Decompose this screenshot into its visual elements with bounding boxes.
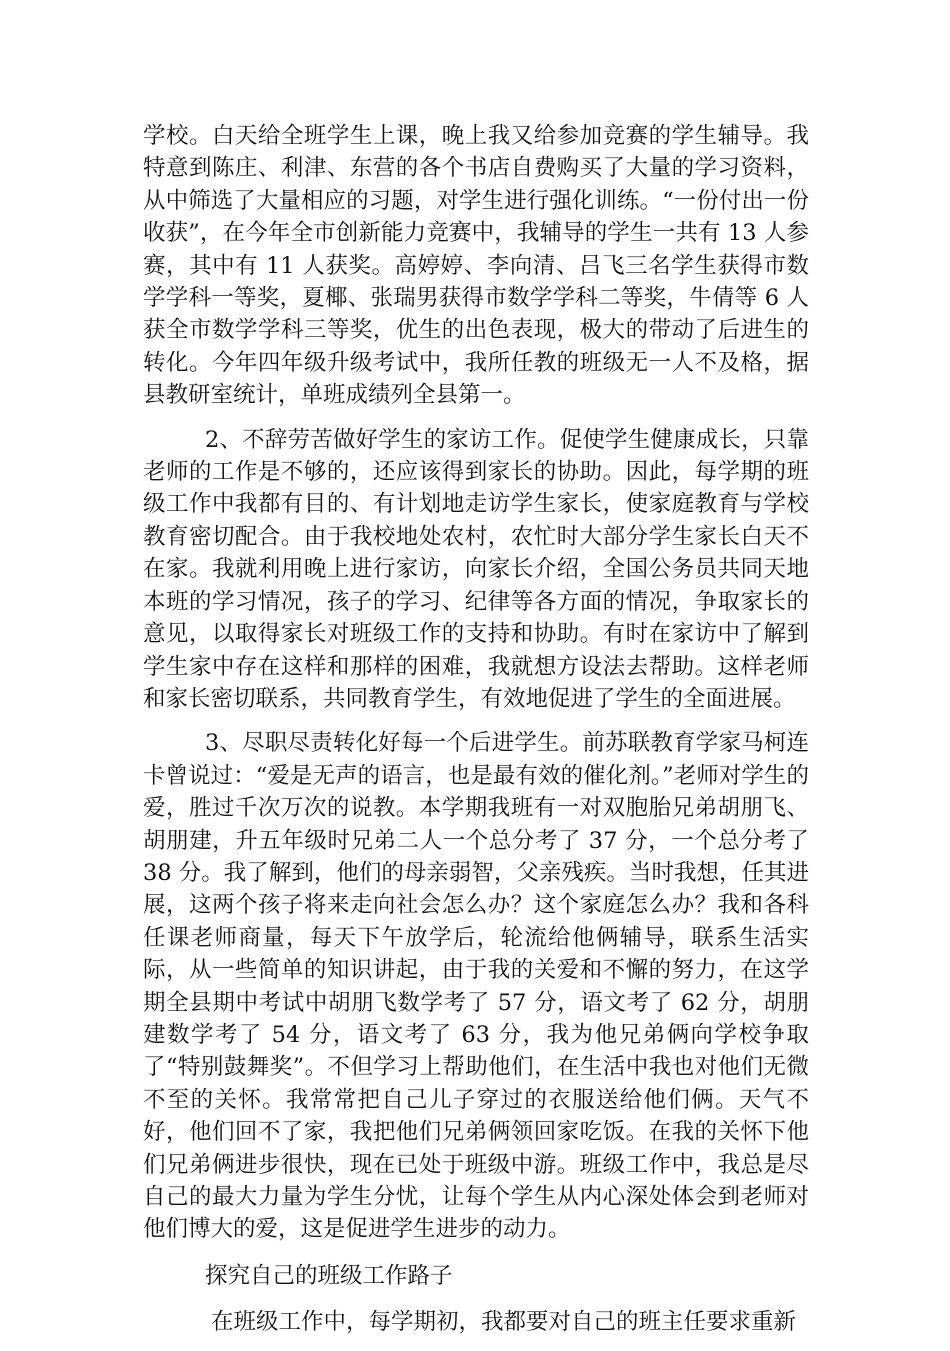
section-heading: 探究自己的班级工作路子 [205, 1262, 453, 1289]
paragraph-2: 2、不辞劳苦做好学生的家访工作。促使学生健康成长，只靠老师的工作是不够的，还应该得到家长的协助。因此，每学期的班级工作中我都有目的、有计划地走访学生家长，使家庭教育与学校教育密切配合。由于我校地处农村，农忙时大部分学生家长白天不在家。我就利用晚上进行家访，向家长介绍，全国公务员共同天地本班的学习情况，孩子的学习、纪律等各方面的情况，争取家长的意见，以取得家长对班级工作的支持和协助。有时在家访中了解到学生家中存在这样和那样的困难，我就想方设法去帮助。这样老师和家长密切联系，共同教育学生，有效地促进了学生的全面进展。 [143, 426, 809, 712]
paragraph-3: 3、尽职尽责转化好每一个后进学生。前苏联教育学家马柯连卡曾说过：“爱是无声的语言，也是最有效的催化剂。”老师对学生的爱，胜过千次万次的说教。本学期我班有一对双胞胎兄弟胡朋飞、胡朋建，升五年级时兄弟二人一个总分考了 37 分，一个总分考了 38 分。我了解到，他们的母亲弱智，父亲残疾。当时我想，任其进展，这两个孩子将来走向社会怎么办？这个家庭怎么办？我和各科任课老师商量，每天下午放学后，轮流给他俩辅导，联系生活实际，从一些简单的知识讲起，由于我的关爱和不懈的努力，在这学期全县期中考试中胡朋飞数学考了 57 分，语文考了 62 分，胡朋建数学考了 54 分，语文考了 63 分，我为他兄弟俩向学校争取了“特别鼓舞奖”。不但学习上帮助他们，在生活中我也对他们无微不至的关怀。我常常把自己儿子穿过的衣服送给他们俩。天气不好，他们回不了家，我把他们兄弟俩领回家吃饭。在我的关怀下他们兄弟俩进步很快，现在已处于班级中游。班级工作中，我总是尽自己的最大力量为学生分忧，让每个学生从内心深处体会到老师对他们博大的爱，这是促进学生进步的动力。 [143, 730, 809, 1243]
paragraph-1: 学校。白天给全班学生上课，晚上我又给参加竞赛的学生辅导。我特意到陈庄、利津、东营的各个书店自费购买了大量的学习资料，从中筛选了大量相应的习题，对学生进行强化训练。“一份付出一份收获”，在今年全市创新能力竞赛中，我辅导的学生一共有 13 人参赛，其中有 11 人获奖。高婷婷、李向清、吕飞三名学生获得市数学学科一等奖，夏椰、张瑞男获得市数学学科二等奖，牛倩等 6 人获全市数学学科三等奖，优生的出色表现，极大的带动了后进生的转化。今年四年级升级考试中，我所任教的班级无一人不及格，据县教研室统计，单班成绩列全县第一。 [143, 123, 809, 409]
document-body [143, 120, 809, 1351]
paragraph-4: 在班级工作中，每学期初，我都要对自己的班主任要求重新 [211, 1309, 797, 1336]
